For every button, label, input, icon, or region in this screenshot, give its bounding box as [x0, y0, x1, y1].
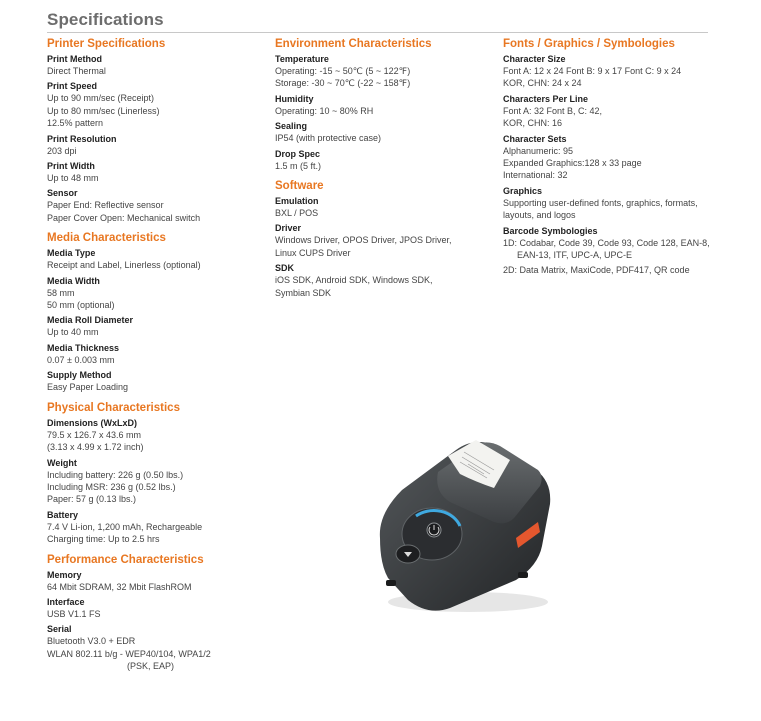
spec-value: Up to 40 mm — [47, 327, 99, 338]
spec-value: Including MSR: 236 g (0.52 lbs.) — [47, 481, 176, 492]
spec-value: Storage: -30 ~ 70℃ (-22 ~ 158℉) — [275, 78, 411, 89]
section-printer-specifications: Printer Specifications — [47, 38, 166, 50]
spec-label: Character Size — [503, 54, 566, 64]
spec-label: Temperature — [275, 54, 329, 64]
spec-value: Alphanumeric: 95 — [503, 145, 574, 156]
spec-value: Paper Cover Open: Mechanical switch — [47, 212, 201, 223]
spec-serial — [47, 623, 262, 672]
spec-memory — [47, 569, 262, 593]
spec-label: Characters Per Line — [503, 93, 589, 104]
spec-interface — [47, 596, 262, 620]
spec-label: Emulation — [275, 196, 319, 207]
section-media-characteristics: Media Characteristics — [47, 232, 166, 245]
spec-value: Supporting user-defined fonts, graphics, formats, — [503, 197, 698, 208]
spec-value: IP54 (with protective case) — [275, 133, 382, 144]
spec-value: 1.5 m (5 ft.) — [275, 160, 322, 171]
spec-label: Print Method — [47, 54, 102, 64]
section-physical-characteristics: Physical Characteristics — [47, 401, 180, 414]
spec-value: WLAN 802.11 b/g - WEP40/104, WPA1/2 — [47, 648, 211, 659]
spec-value: 0.07 ± 0.003 mm — [47, 354, 115, 365]
section-software: Software — [275, 180, 324, 193]
spec-supply-method — [47, 369, 262, 393]
spec-sdk — [275, 262, 490, 299]
column-right — [503, 37, 713, 280]
section-performance-characteristics: Performance Characteristics — [47, 553, 204, 566]
spec-value: Font A: 12 x 24 Font B: 9 x 17 Font C: 9 x 24 — [503, 66, 682, 76]
spec-label: Dimensions (WxLxD) — [47, 417, 138, 428]
spec-value: Direct Thermal — [47, 66, 106, 76]
spec-weight — [47, 457, 262, 506]
spec-value: Operating: 10 ~ 80% RH — [275, 105, 374, 116]
spec-value: Up to 80 mm/sec (Linerless) — [47, 105, 160, 116]
spec-value: Bluetooth V3.0 + EDR — [47, 636, 136, 647]
spec-battery — [47, 509, 262, 546]
spec-value: Easy Paper Loading — [47, 382, 129, 393]
spec-temperature — [275, 53, 490, 90]
page-title: Specifications — [47, 10, 164, 29]
spec-value: Up to 90 mm/sec (Receipt) — [47, 93, 155, 104]
section-environment-characteristics: Environment Characteristics — [275, 38, 432, 50]
spec-value: 58 mm — [47, 287, 75, 298]
spec-value: 2D: Data Matrix, MaxiCode, PDF417, QR code — [503, 265, 690, 276]
spec-value: Including battery: 226 g (0.50 lbs.) — [47, 469, 184, 480]
spec-label: Humidity — [275, 93, 314, 104]
spec-value: Windows Driver, OPOS Driver, JPOS Driver, — [275, 235, 452, 246]
spec-label: Media Type — [47, 248, 96, 259]
spec-value: International: 32 — [503, 170, 568, 181]
spec-value: 50 mm (optional) — [47, 300, 115, 311]
column-middle — [275, 37, 490, 302]
spec-value: 203 dpi — [47, 145, 77, 156]
spec-label: Print Width — [47, 161, 95, 172]
spec-print-resolution — [47, 133, 262, 157]
spec-value: USB V1.1 FS — [47, 608, 101, 619]
spec-value: Receipt and Label, Linerless (optional) — [47, 260, 201, 271]
spec-value: (PSK, EAP) — [127, 661, 175, 672]
title-divider — [47, 32, 708, 33]
spec-sealing — [275, 120, 490, 144]
spec-label: Media Thickness — [47, 342, 120, 353]
spec-label: Driver — [275, 223, 302, 234]
spec-media-width — [47, 275, 262, 312]
spec-sensor — [47, 187, 262, 224]
spec-value: iOS SDK, Android SDK, Windows SDK, — [275, 275, 433, 286]
spec-value: Expanded Graphics:128 x 33 page — [503, 158, 642, 169]
spec-label: Memory — [47, 569, 82, 580]
spec-value: Paper End: Reflective sensor — [47, 200, 164, 211]
spec-label: Barcode Symbologies — [503, 225, 598, 236]
spec-dimensions — [47, 417, 262, 454]
spec-label: Graphics — [503, 185, 543, 196]
spec-value: Operating: -15 ~ 50℃ (5 ~ 122℉) — [275, 66, 411, 76]
spec-humidity — [275, 93, 490, 117]
spec-drop — [275, 148, 490, 172]
spec-label: Media Roll Diameter — [47, 315, 134, 326]
spec-label: Serial — [47, 624, 72, 635]
spec-label: Media Width — [47, 275, 100, 286]
section-fonts-graphics-symbologies: Fonts / Graphics / Symbologies — [503, 38, 675, 50]
spec-value: 7.4 V Li-ion, 1,200 mAh, Rechargeable — [47, 521, 203, 532]
spec-label: Supply Method — [47, 370, 112, 381]
spec-media-thickness — [47, 342, 262, 366]
spec-label: Weight — [47, 457, 77, 468]
spec-value: layouts, and logos — [503, 210, 576, 221]
spec-media-type — [47, 247, 262, 271]
spec-label: Print Resolution — [47, 133, 117, 144]
spec-label: Sealing — [275, 121, 308, 132]
spec-value: Paper: 57 g (0.13 lbs.) — [47, 494, 137, 505]
spec-value: Up to 48 mm — [47, 173, 99, 184]
spec-label: SDK — [275, 263, 295, 274]
printer-product-image — [368, 430, 564, 618]
spec-value: Symbian SDK — [275, 287, 332, 298]
spec-label: Character Sets — [503, 133, 567, 144]
spec-character-size — [503, 53, 713, 90]
spec-label: Drop Spec — [275, 148, 321, 159]
spec-value: 64 Mbit SDRAM, 32 Mbit FlashROM — [47, 581, 192, 592]
spec-print-width — [47, 160, 262, 184]
spec-characters-per-line — [503, 93, 713, 130]
spec-driver — [275, 222, 490, 259]
spec-label: Interface — [47, 596, 85, 607]
spec-emulation — [275, 195, 490, 219]
spec-label: Print Speed — [47, 81, 98, 92]
spec-media-roll-diameter — [47, 314, 262, 338]
spec-value: 79.5 x 126.7 x 43.6 mm — [47, 429, 142, 440]
spec-print-speed — [47, 80, 262, 129]
spec-value: KOR, CHN: 24 x 24 — [503, 78, 582, 89]
spec-barcode-symbologies — [503, 225, 713, 277]
spec-value: BXL / POS — [275, 208, 319, 219]
spec-value: Linux CUPS Driver — [275, 247, 351, 258]
spec-label: Sensor — [47, 188, 78, 199]
spec-value: (3.13 x 4.99 x 1.72 inch) — [47, 442, 144, 453]
spec-label: Battery — [47, 509, 79, 520]
spec-value: Font A: 32 Font B, C: 42, — [503, 105, 603, 116]
column-left — [47, 37, 262, 676]
spec-graphics — [503, 185, 713, 222]
spec-print-method — [47, 53, 262, 77]
spec-value: Charging time: Up to 2.5 hrs — [47, 534, 160, 545]
spec-value: 12.5% pattern — [47, 118, 104, 129]
spec-value: KOR, CHN: 16 — [503, 118, 563, 129]
spec-value: 1D: Codabar, Code 39, Code 93, Code 128, EAN-8, EAN-13, ITF, UPC-A, UPC-E — [503, 237, 710, 261]
spec-character-sets — [503, 133, 713, 182]
